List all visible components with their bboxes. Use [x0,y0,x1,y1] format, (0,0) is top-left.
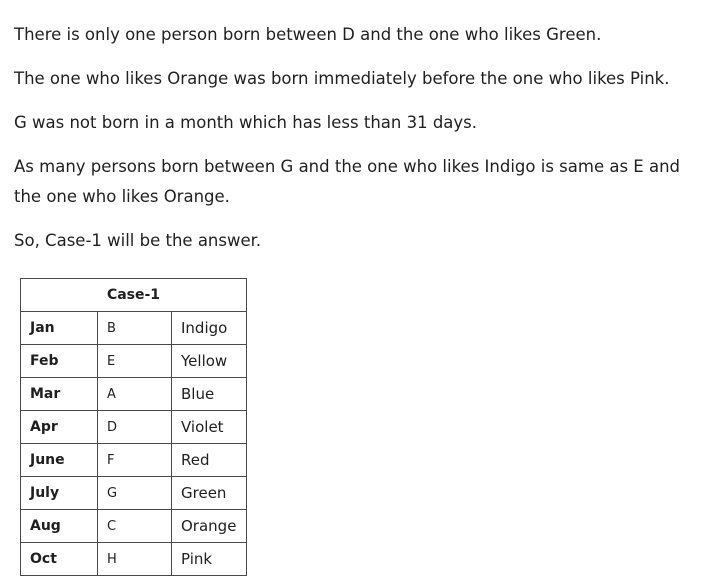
paragraph: So, Case-1 will be the answer. [14,231,262,250]
table-row [21,444,247,477]
paragraph: G was not born in a month which has less than 31 days. [14,113,478,132]
color-cell: Violet [172,411,247,444]
paragraph: The one who likes Orange was born immediately before the one who likes Pink. [14,69,670,88]
person-cell: A [98,378,172,411]
month-cell: July [21,477,98,510]
month-cell: Jan [21,312,98,345]
paragraph: As many persons born between G and the one who likes Indigo is same as E and the one who likes Orange. [14,157,681,206]
color-cell: Green [172,477,247,510]
person-cell: G [98,477,172,510]
color-cell: Red [172,444,247,477]
color-cell: Yellow [172,345,247,378]
person-cell: C [98,510,172,543]
table-row [21,510,247,543]
month-cell: Oct [21,543,98,576]
table-row [21,543,247,576]
month-cell: Feb [21,345,98,378]
table-row [21,411,247,444]
month-cell: June [21,444,98,477]
month-cell: Aug [21,510,98,543]
person-cell: E [98,345,172,378]
paragraph: There is only one person born between D and the one who likes Green. [14,25,602,44]
person-cell: D [98,411,172,444]
table-row [21,345,247,378]
month-cell: Apr [21,411,98,444]
person-cell: B [98,312,172,345]
color-cell: Indigo [172,312,247,345]
person-cell: H [98,543,172,576]
color-cell: Orange [172,510,247,543]
table-row [21,312,247,345]
table-header: Case-1 [21,279,247,312]
color-cell: Blue [172,378,247,411]
person-cell: F [98,444,172,477]
color-cell: Pink [172,543,247,576]
explanation-text [14,20,704,270]
table-row [21,378,247,411]
case-table [20,278,247,576]
table-header-row [21,279,247,312]
month-cell: Mar [21,378,98,411]
table-row [21,477,247,510]
